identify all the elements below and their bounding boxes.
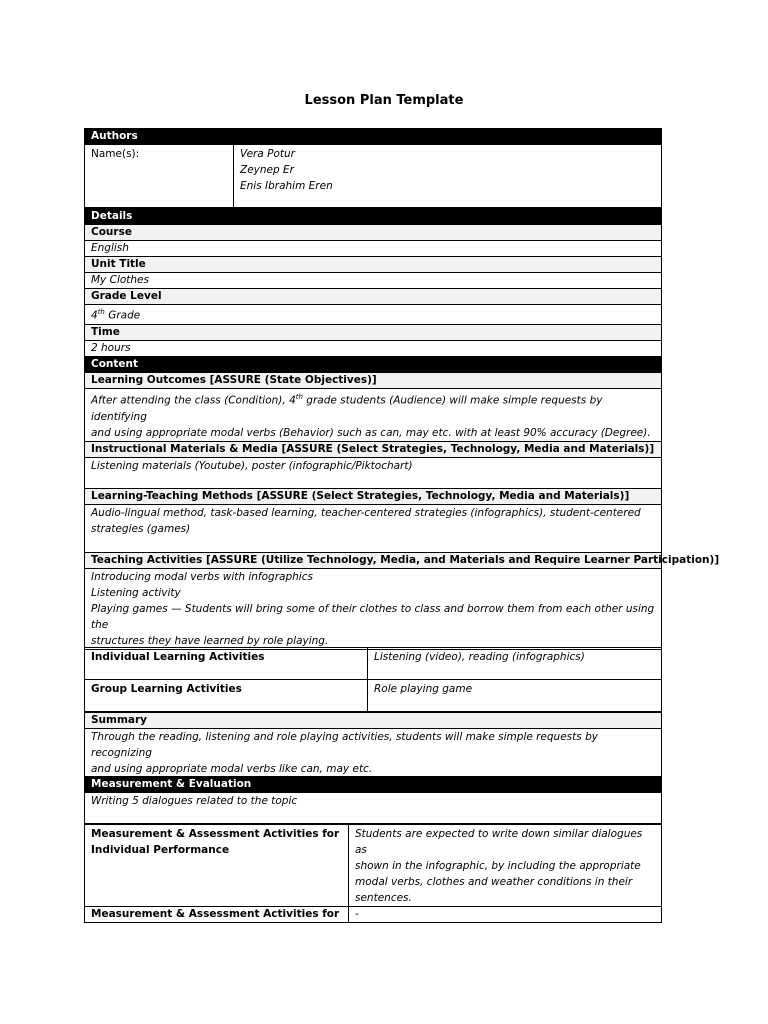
details-table: [84, 208, 662, 357]
label-assure: ASSURE (Select Strategies, Technology, Media and Materials): [286, 442, 650, 455]
activity-line: Introducing modal verbs with infographics: [91, 570, 313, 583]
label-assure: ASSURE (Select Strategies, Technology, Media and Materials): [261, 489, 625, 502]
grade-superscript: th: [97, 308, 105, 316]
label-prefix: Instructional Materials & Media [: [91, 442, 287, 455]
group-assessment-text: -: [349, 907, 662, 923]
materials-text: Listening materials (Youtube), poster (infographic/Piktochart): [85, 457, 662, 488]
group-learning-text: Role playing game: [368, 680, 662, 712]
unit-title-label: Unit Title: [85, 257, 662, 273]
names-label: Name(s):: [85, 145, 234, 208]
individual-learning-text: Listening (video), reading (infographics): [368, 648, 662, 680]
grade-level-label: Grade Level: [85, 289, 662, 305]
individual-assessment-label: [85, 825, 349, 907]
outcomes-text-a: After attending the class (Condition), 4: [91, 394, 296, 407]
grade-word: Grade: [104, 309, 141, 322]
time-label: Time: [85, 324, 662, 340]
activity-line: structures they have learned by role playing.: [91, 634, 329, 647]
label-prefix: Teaching Activities [: [91, 553, 211, 566]
assessment-label-line: Measurement & Assessment Activities for: [91, 828, 340, 840]
details-header: Details: [85, 209, 662, 225]
content-table: [84, 356, 720, 650]
methods-label: [85, 488, 662, 504]
summary-line: and using appropriate modal verbs like can, may etc.: [91, 763, 373, 775]
evaluation-text: Writing 5 dialogues related to the topic: [85, 793, 662, 824]
course-value: English: [85, 241, 662, 257]
content-header: Content: [85, 357, 662, 373]
course-label: Course: [85, 225, 662, 241]
summary-label: Summary: [85, 713, 662, 729]
outcomes-superscript: th: [295, 393, 303, 401]
label-suffix: ]: [649, 442, 655, 455]
group-assessment-label: Measurement & Assessment Activities for: [85, 907, 349, 923]
unit-title-value: My Clothes: [85, 273, 662, 289]
label-suffix: ]: [714, 553, 720, 566]
assessment-line: shown in the infographic, by including the appropriate: [355, 860, 641, 872]
individual-learning-label: Individual Learning Activities: [85, 648, 368, 680]
page-title: Lesson Plan Template: [304, 93, 464, 108]
label-prefix: Learning-Teaching Methods [: [91, 489, 262, 502]
outcomes-text-c: and using appropriate modal verbs (Behavior) such as can, may etc. with at least 90% accuracy (Degree).: [91, 426, 651, 439]
author-name: Vera Potur: [240, 148, 295, 160]
methods-line: Audio-lingual method, task-based learning, teacher-centered strategies (infographics), student-centered: [91, 506, 641, 519]
grade-level-value: [85, 305, 662, 325]
assessment-line: sentences.: [355, 892, 412, 904]
authors-header: Authors: [85, 129, 662, 145]
learning-outcomes-text: [85, 389, 662, 442]
individual-assessment-text: [349, 825, 662, 907]
label-prefix: Learning Outcomes [: [91, 374, 215, 386]
learning-outcomes-label: [85, 373, 662, 389]
group-learning-label: Group Learning Activities: [85, 680, 368, 712]
methods-line: strategies (games): [91, 522, 191, 535]
label-assure: ASSURE (Utilize Technology, Media, and Materials and Require Learner Participation): [210, 553, 715, 566]
outcomes-text-b: grade students (Audience) will make simple requests by identifying: [91, 394, 603, 423]
time-value: 2 hours: [85, 340, 662, 356]
label-suffix: ]: [624, 489, 630, 502]
author-name: Zeynep Er: [240, 164, 294, 176]
label-assure: ASSURE (State Objectives): [214, 374, 372, 386]
label-suffix: ]: [371, 374, 377, 386]
materials-label: [85, 441, 662, 457]
names-list: [234, 145, 662, 208]
teaching-activities-label: [85, 552, 720, 568]
authors-table: [84, 128, 662, 208]
activity-line: Listening activity: [91, 586, 181, 599]
evaluation-table: [84, 776, 662, 824]
assessment-line: Students are expected to write down similar dialogues as: [355, 828, 643, 856]
assessment-label-line: Individual Performance: [91, 844, 230, 856]
assessment-line: modal verbs, clothes and weather conditions in their: [355, 876, 633, 888]
teaching-activities-text: [85, 568, 662, 649]
summary-text: [85, 729, 662, 778]
author-name: Enis Ibrahim Eren: [240, 180, 333, 192]
methods-text: [85, 504, 662, 552]
learning-activities-table: [84, 647, 662, 712]
activity-line: Playing games — Students will bring some of their clothes to class and borrow them from each other using the: [91, 602, 655, 631]
grade-number: 4: [91, 309, 98, 322]
summary-line: Through the reading, listening and role playing activities, students will make simple requests by recognizing: [91, 731, 598, 759]
summary-table: [84, 712, 662, 778]
evaluation-header: Measurement & Evaluation: [85, 777, 662, 793]
assessment-table: [84, 824, 662, 923]
